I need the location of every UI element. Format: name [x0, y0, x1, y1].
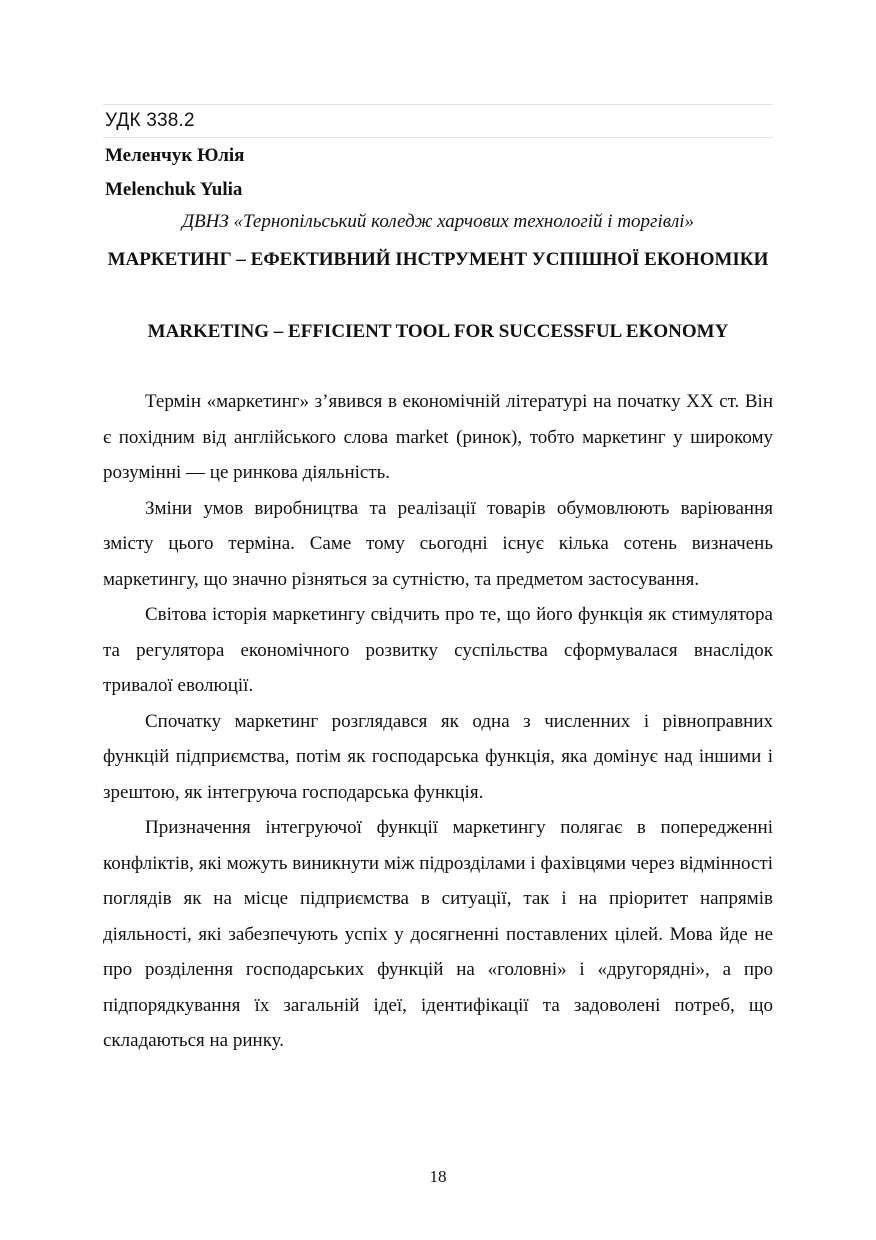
paragraph-3: Світова історія маркетингу свідчить про те, що його функція як стимулятора та регулятора економічного розвитку суспільства сформувалася внаслідок тривалої еволюції.: [103, 604, 773, 696]
udk-box: [103, 104, 773, 138]
paragraph-1: Термін «маркетинг» з’явився в економічній літературі на початку ХХ ст. Він є похідним від англійського слова market (ринок), тобто маркетинг у широкому розумінні — це ринкова діяльність.: [103, 391, 773, 483]
author-name-en: Melenchuk Yulia: [105, 179, 243, 200]
paragraph-5: Призначення інтегруючої функції маркетингу полягає в попередженні конфліктів, які можуть виникнути між підрозділами і фахівцями через відмінності поглядів як на місце підприємства в ситуації, так і на пріоритет напрямів діяльності, які забезпечують успіх у досягненні поставлених цілей. Мова йде не про розділення господарських функцій на «головні» і «другорядні», а про підпорядкування їх загальній ідеї, ідентифікації та задоволені потреб, що складаються на ринку.: [103, 817, 773, 1051]
page-number: 18: [429, 1167, 447, 1186]
author-affiliation: ДВНЗ «Тернопільський коледж харчових технологій і торгівлі»: [181, 211, 695, 232]
article-title-en: MARKETING – EFFICIENT TOOL FOR SUCCESSFUL EKONOMY: [147, 321, 729, 342]
udk-code: УДК 338.2: [105, 110, 195, 131]
paragraph-4: Спочатку маркетинг розглядався як одна з численних і рівноправних функцій підприємства, потім як господарська функція, яка домінує над іншими і зрештою, як інтегруюча господарська функція.: [103, 710, 773, 803]
paragraph-2: Зміни умов виробництва та реалізації товарів обумовлюють варіювання змісту цього терміна. Саме тому сьогодні існує кілька сотень визначень маркетингу, що значно різняться за сутністю, та предметом застосування.: [103, 497, 773, 590]
author-name-ua: Меленчук Юлія: [105, 145, 245, 166]
article-title-ua: МАРКЕТИНГ – ЕФЕКТИВНИЙ ІНСТРУМЕНТ УСПІШНОЇ ЕКОНОМІКИ: [107, 249, 769, 270]
article-body: [103, 384, 773, 1059]
